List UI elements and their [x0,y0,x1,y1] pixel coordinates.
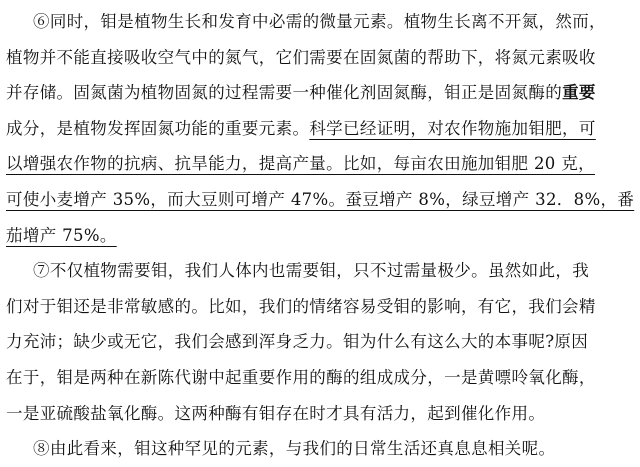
text-line [6,289,636,325]
text-segment: 一是亚硫酸盐氧化酶。这两种酶有钼存在时才具有活力，起到催化作用。 [6,403,546,423]
text-segment: ⑥同时，钼是植物生长和发育中必需的微量元素。植物生长离不开氮，然而， [33,12,606,31]
underlined-text-segment: 茄增产 75%。 [6,225,117,245]
text-segment: ⑧由此看来，钼这种罕见的元素，与我们的日常生活还真息息相关呢。 [33,439,556,459]
text-segment: 们对于钼还是非常敏感的。比如，我们的情绪容易受钼的影响，有它，我们会精 [6,296,596,316]
text-line [6,396,636,432]
text-line [6,111,636,147]
text-segment: ⑦不仅植物需要钼，我们人体内也需要钼，只不过需量极少。虽然如此，我 [33,261,590,281]
text-line [6,40,636,76]
text-segment: 植物并不能直接吸收空气中的氮气，它们需要在固氮菌的帮助下，将氮元素吸收 [6,47,596,67]
bold-text-segment: 重要 [562,83,596,103]
text-segment: 力充沛；缺少或无它，我们会感到浑身乏力。钼为什么有这么大的本事呢?原因 [6,332,589,352]
paragraph-7 [6,253,636,431]
text-line [6,146,636,182]
text-segment: 并存储。固氮菌为植物固氮的过程需要一种催化剂固氮酶，钼正是固氮酶的 [6,83,563,103]
underlined-text-segment: 以增强农作物的抗病、抗旱能力，提高产量。比如，每亩农田施加钼肥 20 克， [6,154,595,174]
text-segment: 成分，是植物发挥固氮功能的重要元素。 [6,118,310,138]
text-line [6,218,636,254]
underlined-text-segment: 科学已经证明，对农作物施加钼肥，可 [309,118,596,138]
text-line [6,324,636,360]
underlined-text-segment: 可使小麦增产 35%，而大豆则可增产 47%。蚕豆增产 8%，绿豆增产 32．8%，番 [6,189,635,209]
text-line [6,75,636,111]
text-line [6,4,636,40]
paragraph-8 [6,431,636,467]
text-line [6,431,636,467]
text-line [6,253,636,289]
text-line [6,182,636,218]
text-line [6,360,636,396]
paragraph-6 [6,4,636,253]
text-segment: 在于，钼是两种在新陈代谢中起重要作用的酶的组成成分，一是黄嘌呤氧化酶， [6,367,596,387]
document-page [6,4,636,467]
